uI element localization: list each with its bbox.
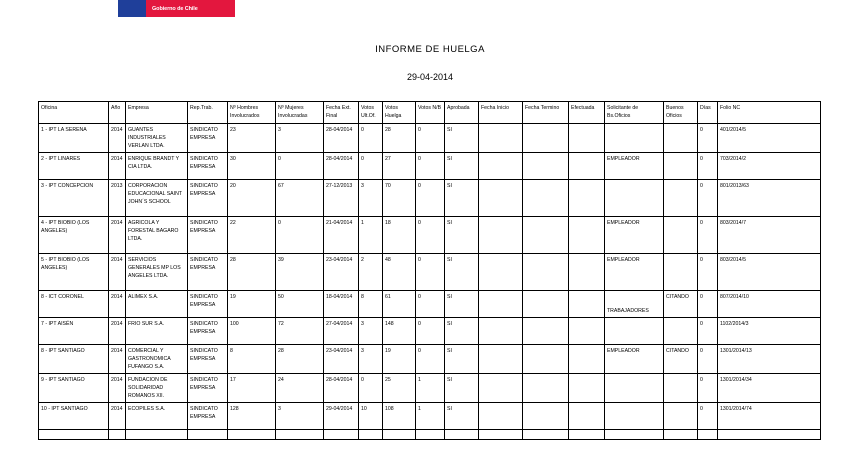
- table-cell: 807/2014/10: [718, 291, 821, 318]
- table-cell: 0: [359, 374, 383, 403]
- table-cell: [664, 180, 698, 217]
- table-cell: [479, 153, 523, 180]
- table-cell: [605, 124, 664, 153]
- table-cell: 128: [228, 403, 276, 430]
- table-cell: [479, 180, 523, 217]
- table-cell: 148: [383, 318, 416, 345]
- table-cell: [479, 374, 523, 403]
- table-cell: SI: [445, 291, 479, 318]
- table-cell: 2: [359, 254, 383, 291]
- table-cell: 9 - IPT SANTIAGO: [39, 374, 109, 403]
- table-cell: 1301/2014/34: [718, 374, 821, 403]
- table-cell: 0: [416, 217, 445, 254]
- logo-blue-block: [118, 0, 146, 17]
- table-cell: [605, 430, 664, 440]
- table-cell: [569, 430, 605, 440]
- table-cell: 1 - IPT LA SERENA: [39, 124, 109, 153]
- table-cell: 28-04/2014: [324, 374, 359, 403]
- table-cell: 0: [698, 403, 718, 430]
- column-header: Año: [109, 102, 126, 124]
- table-cell: 1301/2014/74: [718, 403, 821, 430]
- column-header: Fecha Ext. Final: [324, 102, 359, 124]
- table-cell: 10 - IPT SANTIAGO: [39, 403, 109, 430]
- table-cell: 67: [276, 180, 324, 217]
- table-cell: 0: [698, 180, 718, 217]
- table-cell: 2014: [109, 124, 126, 153]
- table-cell: 0: [698, 291, 718, 318]
- column-header: Votos Huelga: [383, 102, 416, 124]
- table-cell: [569, 291, 605, 318]
- table-cell: [569, 254, 605, 291]
- table-row: [39, 254, 821, 291]
- table-cell: [479, 254, 523, 291]
- table-cell: [605, 180, 664, 217]
- table-cell: 0: [698, 318, 718, 345]
- table-cell: [569, 153, 605, 180]
- table-row: [39, 374, 821, 403]
- table-cell: [664, 217, 698, 254]
- column-header: Votos Ult.Of.: [359, 102, 383, 124]
- column-header: Folio NC: [718, 102, 821, 124]
- table-cell: ECOPILES S.A.: [126, 403, 188, 430]
- table-cell: EMPLEADOR: [605, 217, 664, 254]
- table-cell: SINDICATO EMPRESA: [188, 217, 228, 254]
- table-cell: [523, 180, 569, 217]
- table-cell: EMPLEADOR: [605, 153, 664, 180]
- table-cell: [569, 374, 605, 403]
- table-cell: 3: [359, 318, 383, 345]
- table-cell: CITANDO: [664, 345, 698, 374]
- table-cell: [664, 124, 698, 153]
- table-cell: 0: [416, 254, 445, 291]
- table-cell: 0: [698, 254, 718, 291]
- table-cell: 29-04/2014: [324, 403, 359, 430]
- table-cell: 401/2014/5: [718, 124, 821, 153]
- table-cell: 0: [416, 180, 445, 217]
- table-cell: 61: [383, 291, 416, 318]
- table-cell: [523, 374, 569, 403]
- table-cell: [359, 430, 383, 440]
- table-cell: 18: [383, 217, 416, 254]
- table-cell: 1: [359, 217, 383, 254]
- table-cell: SI: [445, 180, 479, 217]
- table-cell: [383, 430, 416, 440]
- table-cell: [569, 403, 605, 430]
- table-cell: 2014: [109, 403, 126, 430]
- table-cell: SINDICATO EMPRESA: [188, 318, 228, 345]
- table-cell: CITANDO: [664, 291, 698, 318]
- table-cell: 0: [698, 153, 718, 180]
- table-cell: 0: [416, 291, 445, 318]
- table-cell: 7 - IPT AISÉN: [39, 318, 109, 345]
- table-cell: 803/2014/5: [718, 254, 821, 291]
- table-cell: SINDICATO EMPRESA: [188, 153, 228, 180]
- government-logo: [118, 0, 235, 17]
- table-cell: 3: [359, 345, 383, 374]
- table-cell: [664, 254, 698, 291]
- table-cell: 20: [228, 180, 276, 217]
- table-cell: [479, 345, 523, 374]
- table-cell: 2014: [109, 374, 126, 403]
- column-header: Nº Mujeres Involucradas: [276, 102, 324, 124]
- table-cell: 0: [698, 124, 718, 153]
- table-cell: 72: [276, 318, 324, 345]
- table-cell: SI: [445, 124, 479, 153]
- table-cell: [605, 374, 664, 403]
- table-cell: AGRICOLA Y FORESTAL BAGARO LTDA.: [126, 217, 188, 254]
- table-row: [39, 217, 821, 254]
- table-cell: [523, 403, 569, 430]
- table-row: [39, 345, 821, 374]
- table-cell: 0: [698, 374, 718, 403]
- table-cell: [664, 374, 698, 403]
- table-cell: SI: [445, 374, 479, 403]
- table-cell: [523, 217, 569, 254]
- table-cell: [188, 430, 228, 440]
- column-header: Oficina: [39, 102, 109, 124]
- table-cell: SI: [445, 217, 479, 254]
- table-cell: 19: [383, 345, 416, 374]
- table-cell: 3 - IPT CONCEPCION: [39, 180, 109, 217]
- table-cell: [605, 318, 664, 345]
- table-cell: 803/2014/7: [718, 217, 821, 254]
- table-cell: 22: [228, 217, 276, 254]
- table-header-row: [39, 102, 821, 124]
- table-cell: 703/2014/2: [718, 153, 821, 180]
- table-cell: [523, 345, 569, 374]
- table-cell: 0: [359, 153, 383, 180]
- table-cell: 2014: [109, 254, 126, 291]
- table-cell: [569, 180, 605, 217]
- table-cell: ENRIQUE BRANDT Y CIA LTDA.: [126, 153, 188, 180]
- table-cell: [39, 430, 109, 440]
- table-cell: SINDICATO EMPRESA: [188, 180, 228, 217]
- table-row: [39, 153, 821, 180]
- table-row: [39, 124, 821, 153]
- table-cell: 0: [698, 217, 718, 254]
- table-cell: 1301/2014/13: [718, 345, 821, 374]
- table-cell: [416, 430, 445, 440]
- table-cell: 28: [276, 345, 324, 374]
- table-cell: [479, 124, 523, 153]
- table-cell: [445, 430, 479, 440]
- table-cell: 48: [383, 254, 416, 291]
- column-header: Nº Hombres Involucrados: [228, 102, 276, 124]
- table-cell: 4 - IPT BIOBIO (LOS ANGELES): [39, 217, 109, 254]
- table-cell: 2014: [109, 345, 126, 374]
- table-cell: ALIMEX S.A.: [126, 291, 188, 318]
- table-cell: SI: [445, 403, 479, 430]
- table-cell: GUANTES INDUSTRIALES VERLAN LTDA.: [126, 124, 188, 153]
- table-cell: 8 - IPT SANTIAGO: [39, 345, 109, 374]
- report-date: 29-04-2014: [406, 72, 454, 82]
- table-cell: 801/2013/63: [718, 180, 821, 217]
- table-cell: [523, 291, 569, 318]
- table-cell: 1102/2014/3: [718, 318, 821, 345]
- table-cell: SINDICATO EMPRESA: [188, 291, 228, 318]
- table-cell: 1: [416, 374, 445, 403]
- table-cell: [664, 403, 698, 430]
- table-cell: 2014: [109, 217, 126, 254]
- table-cell: [228, 430, 276, 440]
- table-cell: [569, 318, 605, 345]
- table-cell: 21-04/2014: [324, 217, 359, 254]
- column-header: Empresa: [126, 102, 188, 124]
- table-cell: 3: [276, 124, 324, 153]
- table-cell: [698, 430, 718, 440]
- table-cell: TRABAJADORES: [605, 291, 664, 318]
- table-row: [39, 403, 821, 430]
- table-cell: 0: [416, 124, 445, 153]
- table-cell: 70: [383, 180, 416, 217]
- table-body: [39, 124, 821, 440]
- table-cell: 2014: [109, 153, 126, 180]
- table-cell: 2013: [109, 180, 126, 217]
- table-cell: 23: [228, 124, 276, 153]
- table-cell: 0: [416, 318, 445, 345]
- table-cell: SI: [445, 254, 479, 291]
- table-cell: 28-04/2014: [324, 153, 359, 180]
- table-cell: [523, 318, 569, 345]
- table-cell: [718, 430, 821, 440]
- table-cell: 2 - IPT LINARES: [39, 153, 109, 180]
- table-cell: 100: [228, 318, 276, 345]
- column-header: Fecha Termino: [523, 102, 569, 124]
- table-cell: [479, 291, 523, 318]
- table-cell: 3: [276, 403, 324, 430]
- table-cell: EMPLEADOR: [605, 345, 664, 374]
- table-cell: FRIO SUR S.A.: [126, 318, 188, 345]
- table-cell: [479, 403, 523, 430]
- table-cell: 25: [383, 374, 416, 403]
- table-cell: 30: [228, 153, 276, 180]
- report-title: INFORME DE HUELGA: [375, 44, 485, 55]
- table-cell: 2014: [109, 318, 126, 345]
- table-cell: 0: [416, 153, 445, 180]
- column-header: Días: [698, 102, 718, 124]
- table-cell: [569, 345, 605, 374]
- table-row: [39, 291, 821, 318]
- column-header: Fecha Inicio: [479, 102, 523, 124]
- column-header: Rep.Trab.: [188, 102, 228, 124]
- table-cell: 1: [416, 403, 445, 430]
- table-cell: 27: [383, 153, 416, 180]
- table-cell: 50: [276, 291, 324, 318]
- table-row-cutoff: [39, 430, 821, 440]
- column-header: Buenos Oficios: [664, 102, 698, 124]
- table-cell: SI: [445, 153, 479, 180]
- table-cell: FUNDACION DE SOLIDARIDAD ROMANOS XII.: [126, 374, 188, 403]
- table-cell: 5 - IPT BIOBIO (LOS ANGELES): [39, 254, 109, 291]
- table-cell: [664, 430, 698, 440]
- table-cell: [276, 430, 324, 440]
- table-cell: [664, 153, 698, 180]
- table-row: [39, 180, 821, 217]
- table-cell: [109, 430, 126, 440]
- table-cell: [479, 318, 523, 345]
- table-cell: SI: [445, 345, 479, 374]
- column-header: Votos N/B: [416, 102, 445, 124]
- table-cell: 0: [359, 124, 383, 153]
- table-cell: 108: [383, 403, 416, 430]
- logo-text: Gobierno de Chile: [152, 6, 198, 12]
- column-header: Efectuada: [569, 102, 605, 124]
- table-cell: [479, 430, 523, 440]
- table-cell: SINDICATO EMPRESA: [188, 254, 228, 291]
- table-cell: [523, 153, 569, 180]
- table-cell: 27-04/2014: [324, 318, 359, 345]
- table-cell: [479, 217, 523, 254]
- table-cell: COMERCIAL Y GASTRONOMICA FUFANGO S.A.: [126, 345, 188, 374]
- table-cell: 24: [276, 374, 324, 403]
- table-cell: 17: [228, 374, 276, 403]
- table-cell: 8: [228, 345, 276, 374]
- table-cell: 39: [276, 254, 324, 291]
- table-cell: [126, 430, 188, 440]
- table-cell: 2014: [109, 291, 126, 318]
- table-cell: SINDICATO EMPRESA: [188, 124, 228, 153]
- table-cell: 28: [383, 124, 416, 153]
- table-cell: 0: [698, 345, 718, 374]
- table-cell: 18-04/2014: [324, 291, 359, 318]
- strike-report-table: [38, 101, 821, 440]
- table-cell: 8 - ICT CORONEL: [39, 291, 109, 318]
- table-cell: SERVICIOS GENERALES MP LOS ANGELES LTDA.: [126, 254, 188, 291]
- table-cell: [523, 254, 569, 291]
- table-cell: CORPORACION EDUCACIONAL SAINT JOHN´S SCHOOL: [126, 180, 188, 217]
- table-cell: [605, 403, 664, 430]
- table-cell: 23-04/2014: [324, 254, 359, 291]
- column-header: Aprobada: [445, 102, 479, 124]
- table-cell: 23-04/2014: [324, 345, 359, 374]
- table-cell: SI: [445, 318, 479, 345]
- table-cell: [569, 217, 605, 254]
- table-cell: [664, 318, 698, 345]
- table-cell: SINDICATO EMPRESA: [188, 345, 228, 374]
- table-cell: [324, 430, 359, 440]
- table-cell: [569, 124, 605, 153]
- table-cell: SINDICATO EMPRESA: [188, 403, 228, 430]
- table-cell: 3: [359, 180, 383, 217]
- table-cell: 0: [416, 345, 445, 374]
- table-cell: [523, 430, 569, 440]
- table-cell: 19: [228, 291, 276, 318]
- table-row: [39, 318, 821, 345]
- table-cell: 10: [359, 403, 383, 430]
- column-header: Solicitante de Bs.Oficios: [605, 102, 664, 124]
- table-cell: 27-12/2013: [324, 180, 359, 217]
- table-cell: 8: [359, 291, 383, 318]
- table-cell: 28-04/2014: [324, 124, 359, 153]
- table-cell: [523, 124, 569, 153]
- table-cell: 0: [276, 153, 324, 180]
- table-cell: 28: [228, 254, 276, 291]
- table-cell: 0: [276, 217, 324, 254]
- table-cell: SINDICATO EMPRESA: [188, 374, 228, 403]
- table-cell: EMPLEADOR: [605, 254, 664, 291]
